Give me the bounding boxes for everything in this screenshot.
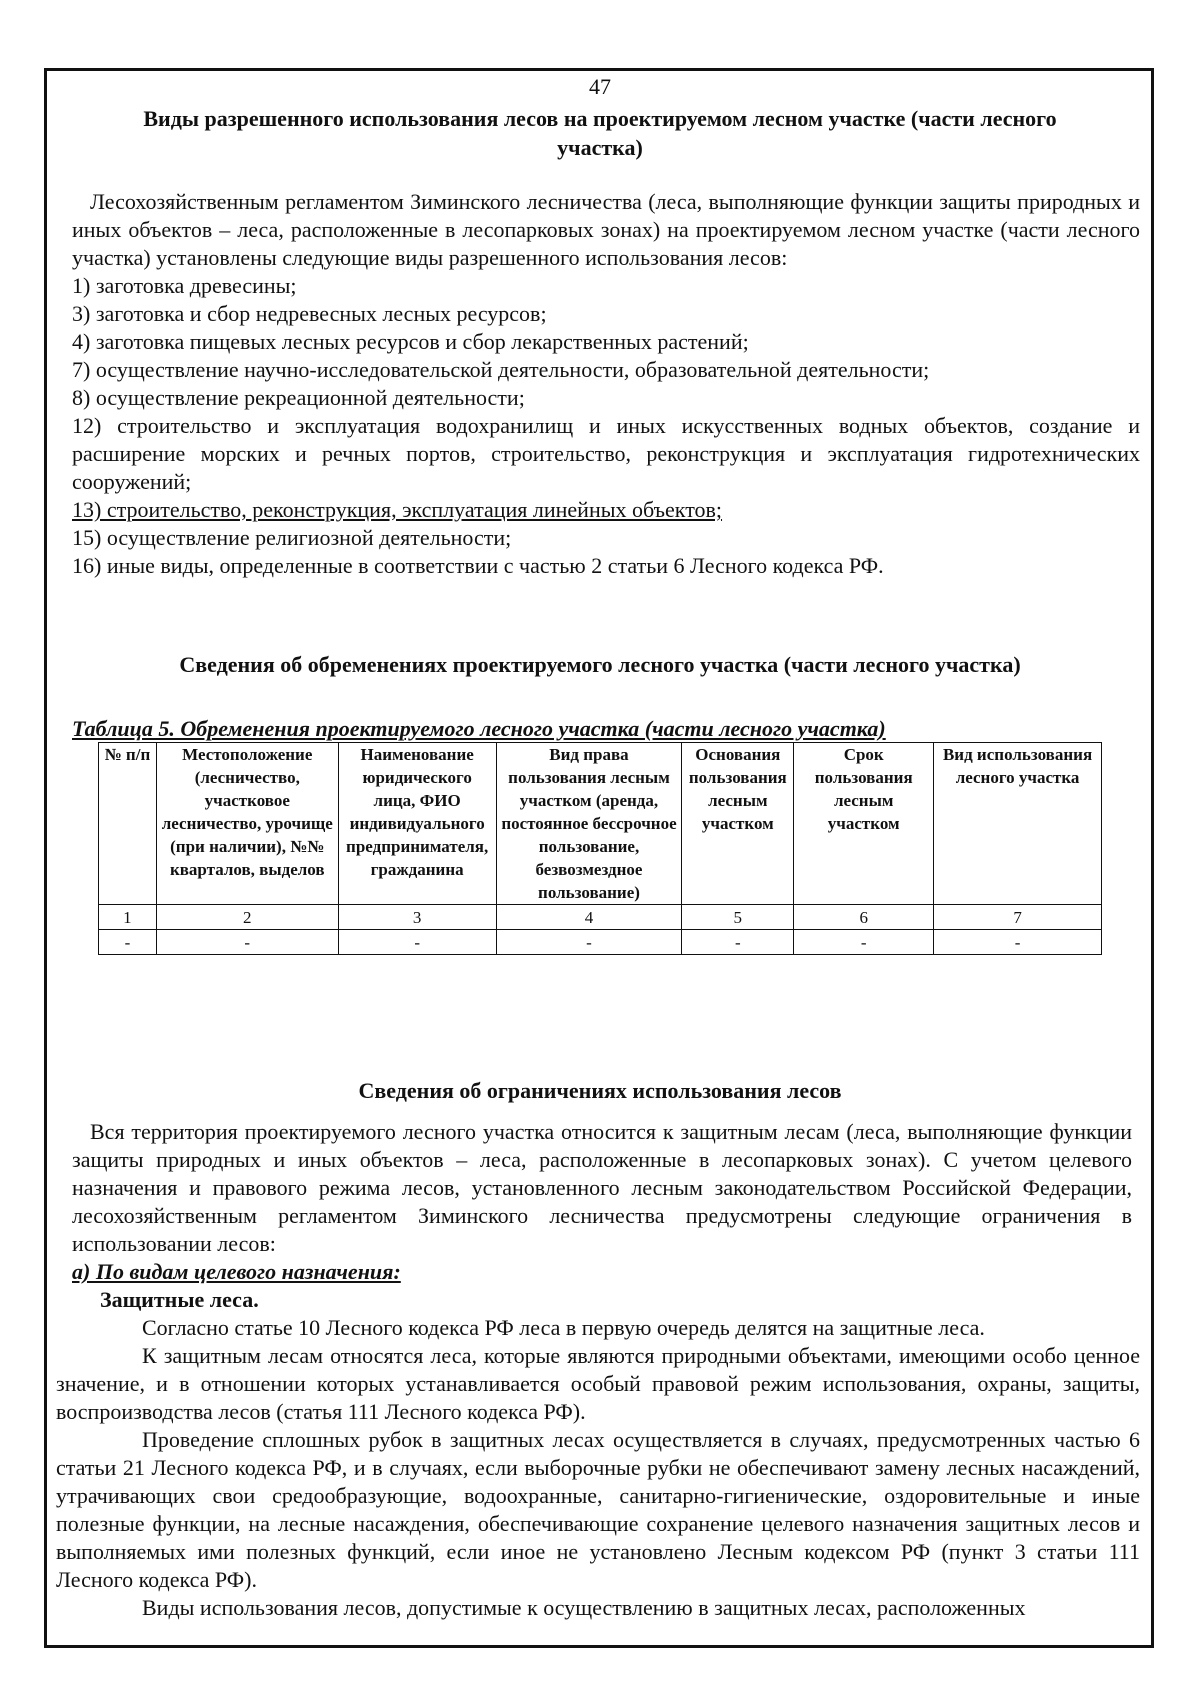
section3-title: Сведения об ограничениях использования лесов — [358, 1078, 842, 1103]
table-cell: 2 — [156, 905, 338, 930]
table-cell: - — [156, 930, 338, 955]
section3-body — [72, 1118, 1132, 1314]
table-cell: 5 — [682, 905, 794, 930]
article-paragraph: Проведение сплошных рубок в защитных лесах осуществляется в случаях, предусмотренных частью 6 статьи 21 Лесного кодекса РФ, и в случаях, если выборочные рубки не обеспечивают замену лесных насаждений, утрачивающих свои средообразующие, водоохранные, санитарно-гигиенические, оздоровительные и иные полезные функции, на лесные насаждения, обеспечивающие сохранение целевого назначения защитных лесов и выполняемых ими полезных функций, если иное не установлено Лесным кодексом РФ (пункт 3 статьи 111 Лесного кодекса РФ). — [56, 1427, 1140, 1592]
header-cell: Вид права пользования лесным участком (аренда, постоянное бессрочное пользование, безвозмездное пользование) — [496, 743, 682, 905]
permitted-use-item: 8) осуществление рекреационной деятельности; — [72, 385, 525, 410]
table-cell: - — [496, 930, 682, 955]
header-cell: Основания пользования лесным участком — [682, 743, 794, 905]
permitted-use-item: 7) осуществление научно-исследовательской деятельности, образовательной деятельности; — [72, 357, 930, 382]
header-cell: Наименование юридического лица, ФИО индивидуального предпринимателя, гражданина — [338, 743, 496, 905]
section3-articles — [56, 1314, 1140, 1622]
page-number: 47 — [589, 74, 611, 99]
table-row — [99, 930, 1102, 955]
article-paragraph: Виды использования лесов, допустимые к осуществлению в защитных лесах, расположенных — [142, 1595, 1026, 1620]
encumbrances-table — [98, 742, 1102, 955]
section1-title-line2: участка) — [557, 135, 643, 160]
permitted-use-item: 13) строительство, реконструкция, эксплуатация линейных объектов; — [72, 497, 723, 522]
table-cell: 3 — [338, 905, 496, 930]
table-cell: - — [338, 930, 496, 955]
table-cell: - — [794, 930, 934, 955]
table-row — [99, 905, 1102, 930]
section1-title-line1: Виды разрешенного использования лесов на проектируемом лесном участке (части лесного — [143, 106, 1057, 131]
header-cell: № п/п — [99, 743, 157, 905]
header-cell: Местоположение (лесничество, участковое лесничество, урочище (при наличии), №№ кварталов, выделов — [156, 743, 338, 905]
permitted-use-item: 15) осуществление религиозной деятельности; — [72, 525, 512, 550]
table-cell: 6 — [794, 905, 934, 930]
section1-intro: Лесохозяйственным регламентом Зиминского лесничества (леса, выполняющие функции защиты природных и иных объектов – леса, расположенные в лесопарковых зонах) на проектируемом лесном участке (части лесного участка) установлены следующие виды разрешенного использования лесов: — [72, 189, 1140, 270]
table-cell: 4 — [496, 905, 682, 930]
article-paragraph: К защитным лесам относятся леса, которые являются природными объектами, имеющими особо ценное значение, и в отношении которых устанавливается особый правовой режим использования, охраны, защиты, воспроизводства лесов (статья 111 Лесного кодекса РФ). — [56, 1343, 1140, 1424]
table-cell: 7 — [934, 905, 1102, 930]
permitted-use-item: 16) иные виды, определенные в соответствии с частью 2 статьи 6 Лесного кодекса РФ. — [72, 553, 884, 578]
table-header-row — [99, 743, 1102, 905]
permitted-use-item: 1) заготовка древесины; — [72, 273, 297, 298]
header-cell: Срок пользования лесным участком — [794, 743, 934, 905]
protective-forests-title: Защитные леса. — [100, 1287, 259, 1312]
header-cell: Вид использования лесного участка — [934, 743, 1102, 905]
section1-title — [80, 104, 1120, 162]
article-paragraph: Согласно статье 10 Лесного кодекса РФ леса в первую очередь делятся на защитные леса. — [142, 1315, 985, 1340]
table-caption: Таблица 5. Обременения проектируемого лесного участка (части лесного участка) — [72, 716, 886, 741]
permitted-use-item: 4) заготовка пищевых лесных ресурсов и сбор лекарственных растений; — [72, 329, 749, 354]
permitted-use-item: 3) заготовка и сбор недревесных лесных ресурсов; — [72, 301, 547, 326]
section2-title: Сведения об обременениях проектируемого лесного участка (части лесного участка) — [179, 652, 1021, 677]
subheading-target-purpose: а) По видам целевого назначения: — [72, 1259, 401, 1284]
permitted-use-item: 12) строительство и эксплуатация водохранилищ и иных искусственных водных объектов, создание и расширение морских и речных портов, строительство, реконструкция и эксплуатация гидротехнических сооружений; — [72, 413, 1140, 494]
table-cell: 1 — [99, 905, 157, 930]
section3-intro: Вся территория проектируемого лесного участка относится к защитным лесам (леса, выполняющие функции защиты природных и иных объектов – леса, расположенные в лесопарковых зонах). С учетом целевого назначения и правового режима лесов, установленного лесным законодательством Российской Федерации, лесохозяйственным регламентом Зиминского лесничества предусмотрены следующие ограничения в использовании лесов: — [72, 1119, 1132, 1256]
section1-body — [72, 188, 1140, 580]
table-cell: - — [99, 930, 157, 955]
table-cell: - — [934, 930, 1102, 955]
table-cell: - — [682, 930, 794, 955]
